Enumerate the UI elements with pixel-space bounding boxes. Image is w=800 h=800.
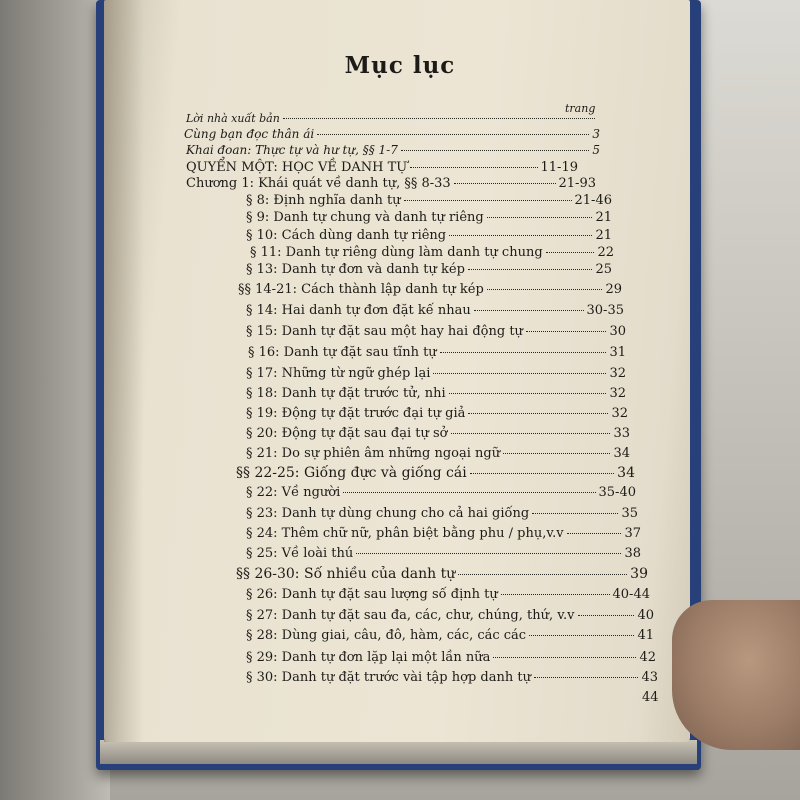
toc-last-page-number: 44	[642, 690, 659, 705]
toc-entry-page: 43	[641, 670, 658, 685]
dot-leader	[578, 615, 635, 616]
toc-entry-page: 11-19	[540, 160, 578, 175]
dot-leader	[534, 677, 638, 678]
toc-entry	[186, 112, 598, 125]
dot-leader	[356, 553, 621, 554]
toc-entry	[248, 345, 626, 360]
toc-entry	[236, 465, 635, 481]
toc-entry-label: § 28: Dùng giai, câu, đô, hàm, các, các các	[246, 628, 527, 643]
dot-leader	[501, 594, 610, 595]
toc-entry	[246, 546, 641, 561]
toc-entry-label: § 29: Danh tự đơn lặp lại một lần nữa	[246, 650, 491, 665]
toc-entry-label: §§ 14-21: Cách thành lập danh tự kép	[238, 282, 484, 297]
toc-entry-page: 21	[595, 210, 612, 225]
toc-entry-label: § 14: Hai danh tự đơn đặt kế nhau	[246, 303, 471, 318]
toc-entry	[246, 228, 612, 243]
dot-leader	[433, 373, 606, 374]
toc-entry-page: 34	[617, 465, 635, 481]
toc-entry	[246, 303, 624, 318]
toc-entry-page: 33	[613, 426, 630, 441]
toc-entry	[246, 608, 654, 623]
toc-entry	[236, 566, 648, 582]
toc-entry-label: § 11: Danh tự riêng dùng làm danh tự chung	[250, 245, 543, 260]
toc-entry-label: § 8: Định nghĩa danh tự	[246, 193, 401, 208]
toc-entry-label: § 18: Danh tự đặt trước tử, nhi	[246, 386, 446, 401]
toc-entry	[246, 628, 654, 643]
dot-leader	[458, 574, 627, 575]
toc-entry-page: 32	[609, 366, 626, 381]
toc-entry-label: Cùng bạn đọc thân ái	[184, 127, 315, 141]
dot-leader	[529, 635, 634, 636]
toc-entry-label: § 15: Danh tự đặt sau một hay hai động tự	[246, 324, 523, 339]
toc-entry	[246, 446, 630, 461]
toc-entry-label: § 9: Danh tự chung và danh tự riêng	[246, 210, 484, 225]
toc-entry-page: 34	[613, 446, 630, 461]
toc-entry-page: 21-46	[574, 193, 612, 208]
toc-entry-label: § 23: Danh tự dùng chung cho cả hai giống	[246, 506, 530, 521]
toc-entry-page: 29	[605, 282, 622, 297]
dot-leader	[503, 453, 610, 454]
dot-leader	[526, 331, 607, 332]
toc-entry	[186, 143, 600, 157]
toc-entry	[246, 262, 612, 277]
toc-entry-page: 37	[624, 526, 641, 541]
dot-leader	[283, 118, 595, 119]
toc-entry-page: 35-40	[598, 485, 636, 500]
toc-entry-page: 25	[595, 262, 612, 277]
toc-entry-page: 30-35	[586, 303, 624, 318]
toc-entry	[186, 160, 578, 175]
toc-entry-page: 30	[609, 324, 626, 339]
toc-entry-page: 3	[592, 127, 600, 141]
toc-entry-page: 40-44	[612, 587, 650, 602]
toc-entry-label: Lời nhà xuất bản	[186, 112, 280, 125]
toc-entry	[246, 426, 630, 441]
toc-entry	[246, 650, 656, 665]
toc-entry-page: 40	[637, 608, 654, 623]
dot-leader	[343, 492, 595, 493]
toc-entry	[246, 324, 626, 339]
toc-entry	[246, 506, 638, 521]
dot-leader	[532, 513, 618, 514]
dot-leader	[546, 252, 595, 253]
dot-leader	[487, 217, 593, 218]
toc-entry	[246, 193, 612, 208]
toc-entry	[238, 282, 622, 297]
toc-entry-label: § 27: Danh tự đặt sau đa, các, chư, chúng, thứ, v.v	[246, 608, 575, 623]
toc-entry	[246, 670, 658, 685]
toc-entry-label: Khai đoan: Thực tự và hư tự, §§ 1-7	[186, 143, 398, 157]
toc-entry-label: § 19: Động tự đặt trước đại tự giả	[246, 406, 466, 421]
toc-entry-page: 31	[609, 345, 626, 360]
toc-entry-label: § 13: Danh tự đơn và danh tự kép	[246, 262, 465, 277]
toc-entry	[184, 127, 600, 141]
dot-leader	[449, 235, 592, 236]
dot-leader	[468, 413, 608, 414]
page-title: Mục lục	[344, 52, 456, 79]
toc-entry-page: 22	[597, 245, 614, 260]
toc-entry-page: 39	[630, 566, 648, 582]
dot-leader	[401, 150, 590, 151]
toc-entry-page: 42	[639, 650, 656, 665]
toc-entry-label: § 25: Về loài thú	[246, 546, 354, 561]
toc-entry	[246, 526, 641, 541]
toc-entry-label: § 22: Về người	[246, 485, 341, 500]
toc-entry	[246, 366, 626, 381]
toc-entry	[186, 176, 596, 191]
toc-entry-label: QUYỂN MỘT: HỌC VỀ DANH TỰ	[186, 160, 408, 175]
toc-entry	[246, 210, 612, 225]
toc-entry-page: 38	[624, 546, 641, 561]
toc-entry	[250, 245, 614, 260]
toc-entry-label: §§ 22-25: Giống đực và giống cái	[236, 465, 467, 481]
dot-leader	[567, 533, 622, 534]
toc-entry-label: § 16: Danh tự đặt sau tĩnh tự	[248, 345, 437, 360]
toc-entry-page: 21-93	[558, 176, 596, 191]
dot-leader	[454, 183, 556, 184]
dot-leader	[468, 269, 593, 270]
dot-leader	[487, 289, 603, 290]
toc-entry-label: § 17: Những từ ngữ ghép lại	[246, 366, 431, 381]
toc-entry	[246, 587, 650, 602]
dot-leader	[440, 352, 607, 353]
dot-leader	[410, 167, 537, 168]
toc-entry-label: § 24: Thêm chữ nữ, phân biệt bằng phu / phụ,v.v	[246, 526, 564, 541]
toc-entry-page: 21	[595, 228, 612, 243]
toc-entry-label: § 10: Cách dùng danh tự riêng	[246, 228, 447, 243]
toc-entry-label: § 20: Động tự đặt sau đại tự sở	[246, 426, 448, 441]
dot-leader	[493, 657, 636, 658]
dot-leader	[317, 134, 589, 135]
page-column-header: trang	[565, 102, 596, 115]
toc-entry-label: § 26: Danh tự đặt sau lượng số định tự	[246, 587, 498, 602]
toc-entry-label: § 30: Danh tự đặt trước vài tập hợp danh tự	[246, 670, 531, 685]
toc-entry-label: §§ 26-30: Số nhiều của danh tự	[236, 566, 456, 582]
dot-leader	[470, 473, 614, 474]
toc-entry	[246, 485, 636, 500]
dot-leader	[404, 200, 572, 201]
toc-entry	[246, 386, 626, 401]
toc-entry-page: 41	[637, 628, 654, 643]
dot-leader	[449, 393, 607, 394]
toc-entry-page: 5	[592, 143, 600, 157]
dot-leader	[474, 310, 584, 311]
toc-entry-label: § 21: Do sự phiên âm những ngoại ngữ	[246, 446, 501, 461]
toc-entry-page: 32	[609, 386, 626, 401]
toc-entry	[246, 406, 628, 421]
dot-leader	[451, 433, 611, 434]
toc-entry-page: 35	[621, 506, 638, 521]
toc-entry-page: 32	[611, 406, 628, 421]
toc-entry-label: Chương 1: Khái quát về danh tự, §§ 8-33	[186, 176, 451, 191]
